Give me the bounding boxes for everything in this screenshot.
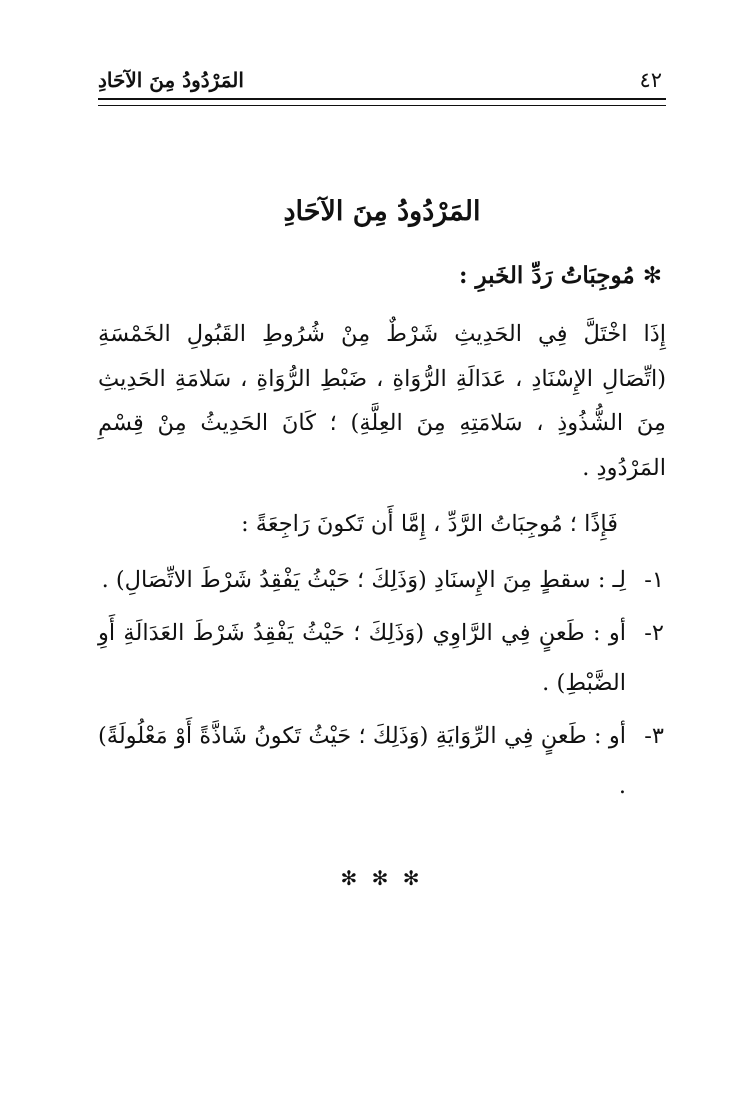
section-heading	[459, 262, 662, 289]
list-item-text: لِـ : سقطٍ مِنَ الإِسنَادِ (وَذَلِكَ ؛ حَيْثُ يَفْقِدُ شَرْطَ الاتِّصَالِ) .	[101, 567, 626, 593]
running-title: المَرْدُودُ مِنَ الآحَادِ	[98, 68, 244, 92]
page-number: ٤٢	[639, 68, 662, 92]
body-paragraph-2: فَإِذًا ؛ مُوجِبَاتُ الرَّدِّ ، إِمَّا أَن تَكونَ رَاجِعَةً :	[241, 511, 618, 537]
star-icon: ✻	[642, 263, 662, 289]
header-rule-thick	[98, 98, 666, 100]
list-item	[98, 608, 666, 708]
list-item-number: ٢-	[644, 620, 664, 646]
list-item	[98, 555, 666, 605]
body-paragraph: إِذَا اخْتَلَّ فِي الحَدِيثِ شَرْطٌ مِنْ شُرُوطِ القَبُولِ الخَمْسَةِ (اتِّصَالِ الإِسْنَادِ ، عَدَالَةِ الرُّوَاةِ ، ضَبْطِ الرُّوَاةِ ، سَلامَةِ الحَدِيثِ مِنَ الشُّذُوذِ ، سَلامَتِهِ مِنَ العِلَّةِ) ؛ كَانَ الحَدِيثُ مِنْ قِسْمِ المَرْدُودِ .	[98, 321, 666, 481]
section-separator: ✻ ✻ ✻	[340, 866, 424, 890]
list-item-number: ٣-	[644, 723, 664, 749]
list-item-text: أو : طَعنٍ فِي الرَّاوِي (وَذَلِكَ ؛ حَيْثُ يَفْقِدُ شَرْطَ العَدَالَةِ أَوِ الضَّبْطِ) .	[98, 620, 626, 696]
list-item	[98, 711, 666, 811]
section-heading-text: مُوجِبَاتُ رَدِّ الخَبرِ :	[458, 262, 635, 289]
numbered-list	[98, 555, 666, 814]
list-item-text: أو : طَعنٍ فِي الرِّوَايَةِ (وَذَلِكَ ؛ حَيْثُ تَكونُ شَاذَّةً أَوْ مَعْلُولَةً) .	[98, 723, 626, 799]
page-header	[98, 62, 666, 96]
list-item-number: ١-	[644, 567, 664, 593]
header-rule-thin	[98, 105, 666, 106]
chapter-title: المَرْدُودُ مِنَ الآحَادِ	[283, 196, 481, 227]
